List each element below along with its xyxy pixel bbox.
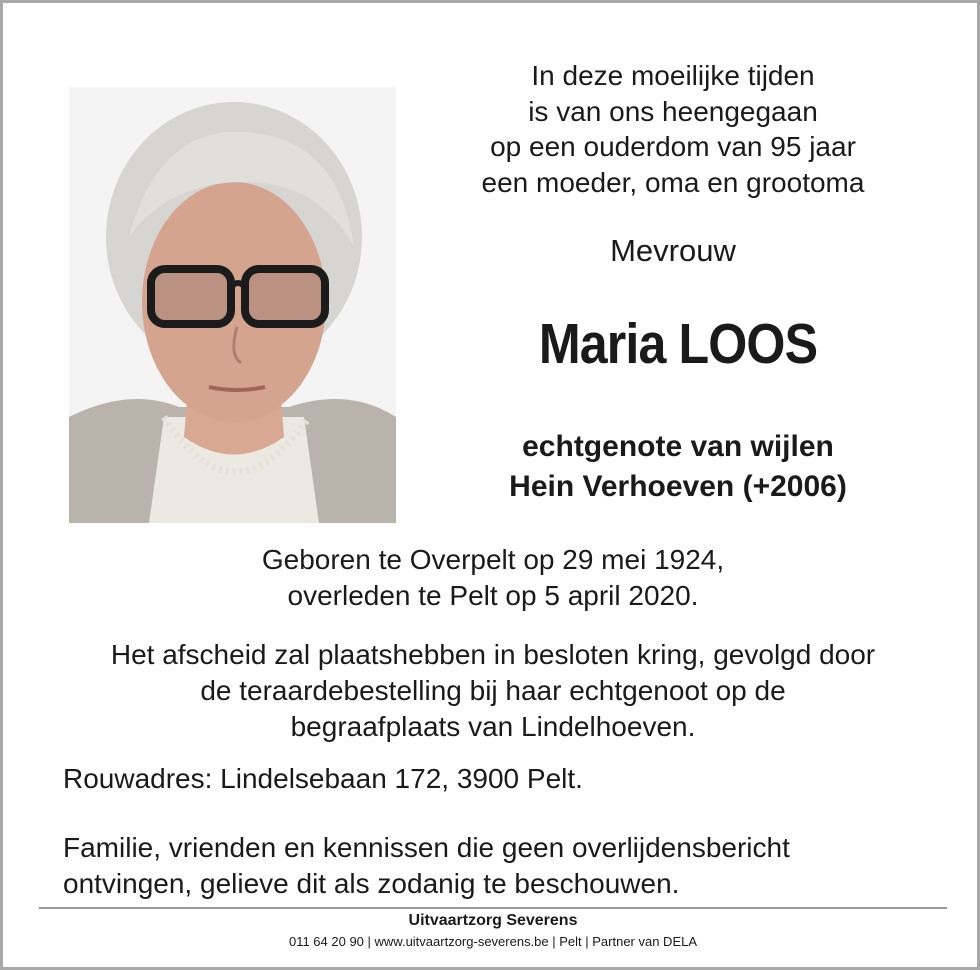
farewell-line: Het afscheid zal plaatshebben in besloten kring, gevolgd door: [110, 639, 876, 670]
spouse-line: echtgenote van wijlen: [522, 430, 834, 463]
family-line: Familie, vrienden en kennissen die geen overlijdensbericht: [63, 832, 790, 863]
intro-text: [443, 58, 903, 200]
farewell-line: begraafplaats van Lindelhoeven.: [290, 711, 696, 742]
spouse-line: Hein Verhoeven (+2006): [509, 470, 847, 503]
deceased-name: Maria LOOS: [538, 312, 818, 376]
intro-line: op een ouderdom van 95 jaar: [490, 131, 856, 162]
footer-divider: [39, 907, 947, 909]
dates-line: Geboren te Overpelt op 29 mei 1924,: [261, 544, 725, 575]
portrait-photo: [69, 87, 396, 523]
family-notice: [63, 830, 790, 902]
portrait-image: [69, 87, 396, 523]
dates-line: overleden te Pelt op 5 april 2020.: [287, 580, 699, 611]
birth-death-dates: [3, 542, 980, 614]
spouse-text: [443, 427, 913, 507]
family-line: ontvingen, gelieve dit als zodanig te beschouwen.: [63, 868, 680, 899]
intro-line: een moeder, oma en grootoma: [481, 166, 865, 198]
mourning-address: Rouwadres: Lindelsebaan 172, 3900 Pelt.: [63, 763, 583, 794]
intro-line: is van ons heengegaan: [528, 95, 818, 127]
funeral-company-details: 011 64 20 90 | www.uitvaartzorg-severens.be | Pelt | Partner van DELA: [288, 934, 698, 949]
honorific-title: Mevrouw: [610, 233, 736, 268]
farewell-text: [3, 637, 980, 745]
funeral-company-name: Uitvaartzorg Severens: [408, 912, 578, 929]
intro-line: In deze moeilijke tijden: [531, 60, 815, 91]
farewell-line: de teraardebestelling bij haar echtgenoot op de: [200, 675, 786, 706]
